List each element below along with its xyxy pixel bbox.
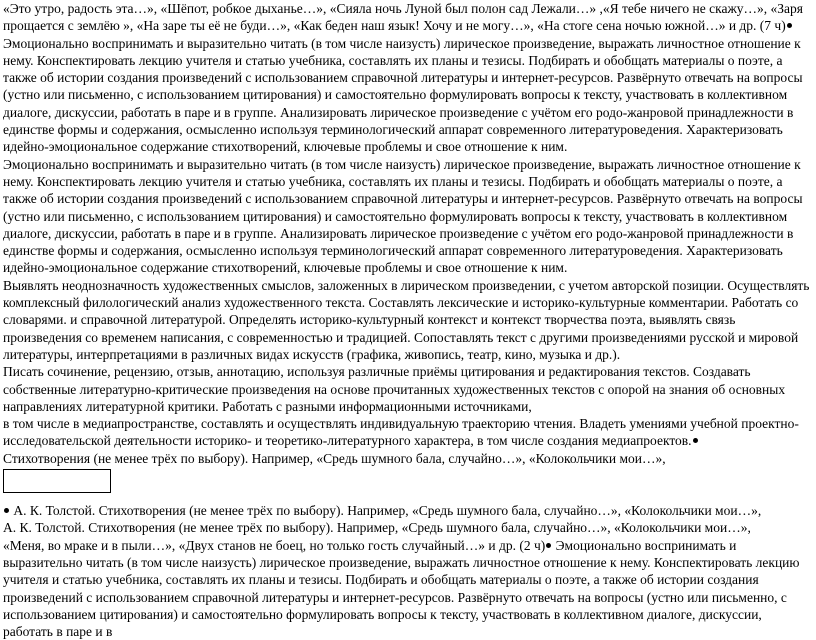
paragraph-9-text: Эмоционально воспринимать и выразительно читать (в том числе наизусть) лирическое произведение, выражать личностное отношение к нему. Конспектировать лекцию учителя и статью учебника, составлять их планы и тезисы. Подбирать и обобщать материалы о поэте, а также об истории создания произведений с использованием справочной литературы и интернет-ресурсов. Развёрнуто отвечать на вопросы (устно или письменно, с использованием цитирования) и самостоятельно формулировать вопросы к тексту, участвовать в коллективном диалоге, дискуссии, работать в паре и в xyxy=(3,537,800,640)
paragraph-8: А. К. Толстой. Стихотворения (не менее трёх по выбору). Например, «Средь шумного бала, случайно…», «Колокольчики мои…», xyxy=(3,520,751,536)
paragraph-5 xyxy=(3,415,811,450)
paragraph-1-text: Эмоционально воспринимать и выразительно читать (в том числе наизусть) лирическое произведение, выражать личностное отношение к нему. Конспектировать лекцию учителя и статью учебника, составлять их планы и тезисы. Подбирать и обобщать материалы о поэте, а также об истории создания произведений с использованием справочной литературы и интернет-ресурсов. Развёрнуто отвечать на вопросы (устно или письменно, с использованием цитирования) и самостоятельно формулировать вопросы к тексту, участвовать в коллективном диалоге, дискуссии, работать в паре и в группе. Анализировать лирическое произведение с учётом его родо-жанровой принадлежности в единстве формы и содержания, осмысленно используя терминологический аппарат современного литературоведения. Характеризовать идейно-эмоциональное содержание стихотворений, ключевые проблемы и свое отношение к ним. xyxy=(3,35,803,155)
paragraph-3: Выявлять неоднозначность художественных смыслов, заложенных в лирическом произведении, с учетом авторской позиции. Осуществлять комплексный филологический анализ художественного текста. Составлять лексические и историко-культурные комментарии. Работать со словарями. и справочной литературой. Определять историко-культурный контекст и контекст творчества поэта, выявлять связь произведения со временем написания, с современностью и традицией. Сопоставлять текст с другими произведениями русской и мировой литературы, интерпретациями в различных видах искусств (графика, живопись, театр, кино, музыка и др.). xyxy=(3,277,810,362)
bullet-icon xyxy=(787,23,792,28)
paragraph-7-text: А. К. Толстой. Стихотворения (не менее трёх по выбору). Например, «Средь шумного бала, случайно…», «Колокольчики мои…», xyxy=(10,503,762,519)
paragraph-6: Стихотворения (не менее трёх по выбору). Например, «Средь шумного бала, случайно…», «Колокольчики мои…», xyxy=(3,450,666,466)
bullet-icon xyxy=(4,508,9,513)
paragraph-9 xyxy=(3,537,811,640)
paragraph-2: Эмоционально воспринимать и выразительно читать (в том числе наизусть) лирическое произведение, выражать личностное отношение к нему. Конспектировать лекцию учителя и статью учебника, составлять их планы и тезисы. Подбирать и обобщать материалы о поэте, а также об истории создания произведений с использованием справочной литературы и интернет-ресурсов. Развёрнуто отвечать на вопросы (устно или письменно, с использованием цитирования) и самостоятельно формулировать вопросы к тексту, участвовать в коллективном диалоге, дискуссии, работать в паре и в группе. Анализировать лирическое произведение с учётом его родо-жанровой принадлежности в единстве формы и содержания, осмысленно используя терминологический аппарат современного литературоведения. Характеризовать идейно-эмоциональное содержание стихотворений, ключевые проблемы и свое отношение к ним. xyxy=(3,156,803,276)
paragraph-1 xyxy=(3,0,811,156)
paragraph-5-text: в том числе в медиапространстве, составлять и осуществлять индивидуальную траекторию чтения. Владеть умениями учебной проектно-исследовательской деятельности историко- и теоретико-литературного характера, в том числе создания медиапроектов. xyxy=(3,416,799,449)
paragraph-7 xyxy=(3,502,811,519)
bullet-icon xyxy=(546,543,551,548)
poem-list-text: «Это утро, радость эта…», «Шёпот, робкое дыханье…», «Сияла ночь Луной был полон сад Лежали…» ,«Я тебе ничего не скажу…», «Заря прощается с землёю », «На заре ты её не буди…», «Как беден наш язык! Хочу и не могу…», «На стоге сена ночью южной…» и др. (7 ч) xyxy=(3,1,804,34)
empty-table-cell xyxy=(3,469,111,493)
bullet-icon xyxy=(693,438,698,443)
poem-list-text-2: «Меня, во мраке и в пыли…», «Двух станов не боец, но только гость случайный…» и др. (2 ч) xyxy=(3,537,546,553)
document-page xyxy=(3,0,811,640)
paragraph-4: Писать сочинение, рецензию, отзыв, аннотацию, используя различные приёмы цитирования и редактирования текстов. Создавать собственные литературно-критические произведения на основе прочитанных художественных текстов с опорой на знания об основных направлениях литературной критики. Работать с разными информационными источниками, xyxy=(3,364,786,414)
